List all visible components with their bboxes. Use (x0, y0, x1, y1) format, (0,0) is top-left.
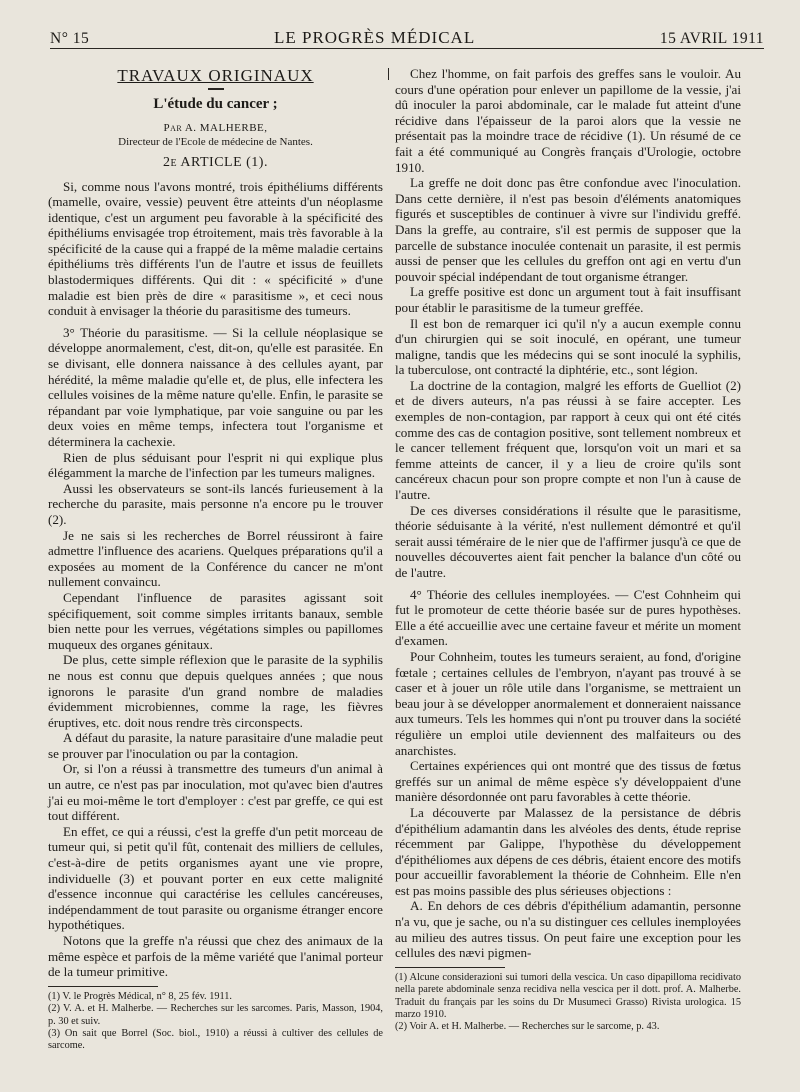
footnote-rule (395, 967, 505, 968)
footnote: (1) Alcune considerazioni sui tumori della vescica. Un caso dipapilloma recidivato nella parete abdominale senza recidiva nella vescica per il dott. prof. A. Malherbe. Traduit du français par les soins du Dr Musumeci Grasso) Rivista urologica. 15 marzo 1910. (395, 971, 741, 1021)
paragraph: De plus, cette simple réflexion que le parasite de la syphilis ne nous est connu que depuis quelques années ; que nous ignorons le parasite d'un grand nombre de maladies évidemment microbiennes, comme la rage, les fièvres éruptives, etc. doit nous rendre très circonspects. (48, 652, 383, 730)
author-affiliation: Directeur de l'Ecole de médecine de Nantes. (118, 135, 313, 148)
paragraph: Chez l'homme, on fait parfois des greffes sans le vouloir. Au cours d'une opération pour enlever un papillome de la vessie, j'ai dû inoculer la paroi abdominale, car le malade fut atteint d'une récidive dans l'épaisseur de la paroi alors que la vessie ne présentait pas la moindre trace de récidive (1). Un résumé de ce fait a été communiqué au Congrès français d'Urologie, octobre 1910. (395, 66, 741, 175)
paragraph: Il est bon de remarquer ici qu'il n'y a aucun exemple connu d'un chirurgien qui se soit inoculé, en opérant, une tumeur maligne, tandis que les médecins qui se sont inoculé la syphilis, la tuberculose, ont contracté la diphtérie, etc., sont légion. (395, 315, 741, 378)
paragraph: Rien de plus séduisant pour l'esprit ni qui explique plus élégamment la marche de l'infection par les tumeurs malignes. (48, 449, 383, 481)
section-title: TRAVAUX ORIGINAUX (117, 66, 314, 85)
paragraph: La greffe ne doit donc pas être confondue avec l'inoculation. Dans cette dernière, il n'est pas besoin d'éléments anatomiques figurés et susceptibles de continuer à vivre sur l'individu greffé. Dans la greffe, au contraire, s'il est permis de supposer que la parcelle de substance inoculée contenait un parasite, il est permis aussi de penser que les cellules du greffon ont agi en vertu d'un pouvoir spécial indépendant de tout organisme étranger. (395, 175, 741, 284)
journal-title: LE PROGRÈS MÉDICAL (273, 28, 476, 47)
footnote: (2) V. A. et H. Malherbe. — Recherches sur les sarcomes. Paris, Masson, 1904, p. 30 et suiv. (48, 1003, 383, 1027)
footnote-rule (48, 986, 158, 987)
issue-number: N° 15 (50, 30, 90, 47)
right-column (395, 66, 741, 1034)
paragraph: Je ne sais si les recherches de Borrel réussiront à faire admettre l'influence des acariens. Quelques préparations qu'il a exposées au moment de la Conférence du cancer ne m'ont nullement convaincu. (48, 527, 383, 590)
column-divider (388, 68, 389, 80)
paragraph: Si, comme nous l'avons montré, trois épithéliums différents (mamelle, ovaire, vessie) peuvent être atteints d'un néoplasme identique, c'est un argument peu favorable à la spécificité des épithéliums envisagée trop étroitement, mais très favorable à la spécificité de la cause qui a frappé de la même maladie certains épithéliums très différents l'un de l'autre et issus de feuillets blastodermiques différents. Qui dit : « spécificité » d'une maladie est bien près de dire « parasitisme », et ceci nous conduit à envisager la théorie du parasitisme des tumeurs. (48, 178, 383, 319)
paragraph: Certaines expériences qui ont montré que des tissus de fœtus greffés sur un animal de même espèce s'y développaient d'une manière désordonnée ont paru favorables à cette théorie. (395, 758, 741, 805)
issue-date: 15 AVRIL 1911 (659, 30, 764, 47)
left-column (48, 60, 383, 1053)
paragraph: En effet, ce qui a réussi, c'est la greffe d'un petit morceau de tumeur qui, si petit qu'il fût, contenait des milliers de cellules, c'est-à-dire de petits organismes ayant une vie propre, individuelle (3) et pouvant porter en eux cette malignité d'essence inconnue qui caractérise les cellules cancéreuses, indépendamment de tout parasite ou organisme étranger encore hypothétiques. (48, 823, 383, 933)
paragraph: A défaut du parasite, la nature parasitaire d'une maladie peut se prouver par l'inoculation ou par la contagion. (48, 730, 383, 761)
page-header (50, 26, 764, 49)
paragraph: A. En dehors de ces débris d'épithélium adamantin, personne n'a vu, que je sache, ou n'a su distinguer ces cellules inemployées au milieu des autres tissus. On peut faire une exception pour les cellules des nævi pigmen- (395, 898, 741, 961)
title-dash (208, 88, 224, 90)
article-number: 2e ARTICLE (1). (163, 154, 268, 170)
paragraph: De ces diverses considérations il résulte que le parasitisme, théorie séduisante à la vérité, n'est nullement démontré et qu'il serait aussi téméraire de le nier que de l'affirmer jusqu'à ce que de nouvelles découvertes aient fait pencher la balance d'un côté ou de l'autre. (395, 502, 741, 580)
paragraph: La greffe positive est donc un argument tout à fait insuffisant pour établir le parasitisme de la tumeur greffée. (395, 284, 741, 315)
paragraph: Pour Cohnheim, toutes les tumeurs seraient, au fond, d'origine fœtale ; certaines cellules de l'embryon, n'ayant pas trouvé à se caser et à jouer un rôle utile dans l'organisme, se mettraient un beau jour à se développer anormalement et donneraient naissance aux tumeurs. Tels les hommes qui n'ont pu trouver dans la société régulière un emploi utile deviennent des malfaiteurs ou des anarchistes. (395, 648, 741, 758)
paragraph: Cependant l'influence de parasites agissant soit spécifiquement, soit comme simples irritants banaux, semble bien nette pour les verrues, végétations simples ou papillomes muqueux des organes génitaux. (48, 589, 383, 652)
paragraph: La doctrine de la contagion, malgré les efforts de Guelliot (2) et de divers auteurs, n'a pas réussi à se faire accepter. Les exemples de non-contagion, par rapport à ceux qui ont été cités comme des cas de contagion positive, sont tellement nombreux et le cancer tellement fréquent que, lorsqu'on voit un mari et sa femme atteints de cancer, il y a lieu de croire qu'ils sont cancéreux chacun pour son propre compte et non l'un à cause de l'autre. (395, 377, 741, 503)
paragraph: 3° Théorie du parasitisme. — Si la cellule néoplasique se développe anormalement, c'est, dit-on, qu'elle est parasitée. En se divisant, elle donnera naissance à des cellules ayant, par hérédité, la même maladie qu'elle et, de plus, elle infectera les cellules voisines de la même nature qu'elle. Enfin, le parasite se répandant par voie lymphatique, par voie sanguine ou par les deux voies en même temps, infectera tout l'organisme et déterminera la cachexie. (48, 324, 383, 449)
article-title: L'étude du cancer ; (153, 95, 278, 112)
footnote: (2) Voir A. et H. Malherbe. — Recherches sur le sarcome, p. 43. (395, 1021, 660, 1033)
paragraph: Or, si l'on a réussi à transmettre des tumeurs d'un animal à un autre, ce n'est pas par inoculation, mot qu'avec bien d'autres j'ai eu moi-même le tort d'employer : c'est par greffe, ce qui est tout différent. (48, 761, 383, 824)
paragraph: 4° Théorie des cellules inemployées. — C'est Cohnheim qui fut le promoteur de cette théorie basée sur de pures hypothèses. Elle a été accueillie avec une certaine faveur et mérite un moment d'examen. (395, 586, 741, 649)
paragraph: Notons que la greffe n'a réussi que chez des animaux de la même espèce et parfois de la même variété que l'animal porteur de la tumeur primitive. (48, 933, 383, 980)
paragraph: La découverte par Malassez de la persistance de débris d'épithélium adamantin dans les alvéoles des dents, étude reprise récemment par Galippe, l'hypothèse du développement d'épithéliomes aux dépens de ces débris, étaient encore des motifs pour accueillir favorablement la théorie de Cohnheim. Elle n'en est pas moins passible des plus sérieuses objections : (395, 804, 741, 898)
author-line: Par A. MALHERBE, (163, 121, 268, 134)
footnote: (3) On sait que Borrel (Soc. biol., 1910) a réussi à cultiver des cellules de sarcome. (48, 1028, 383, 1052)
footnote: (1) V. le Progrès Médical, n° 8, 25 fév. 1911. (48, 990, 232, 1002)
paragraph: Aussi les observateurs se sont-ils lancés furieusement à la recherche du parasite, mais personne n'a encore pu le trouver (2). (48, 480, 383, 527)
